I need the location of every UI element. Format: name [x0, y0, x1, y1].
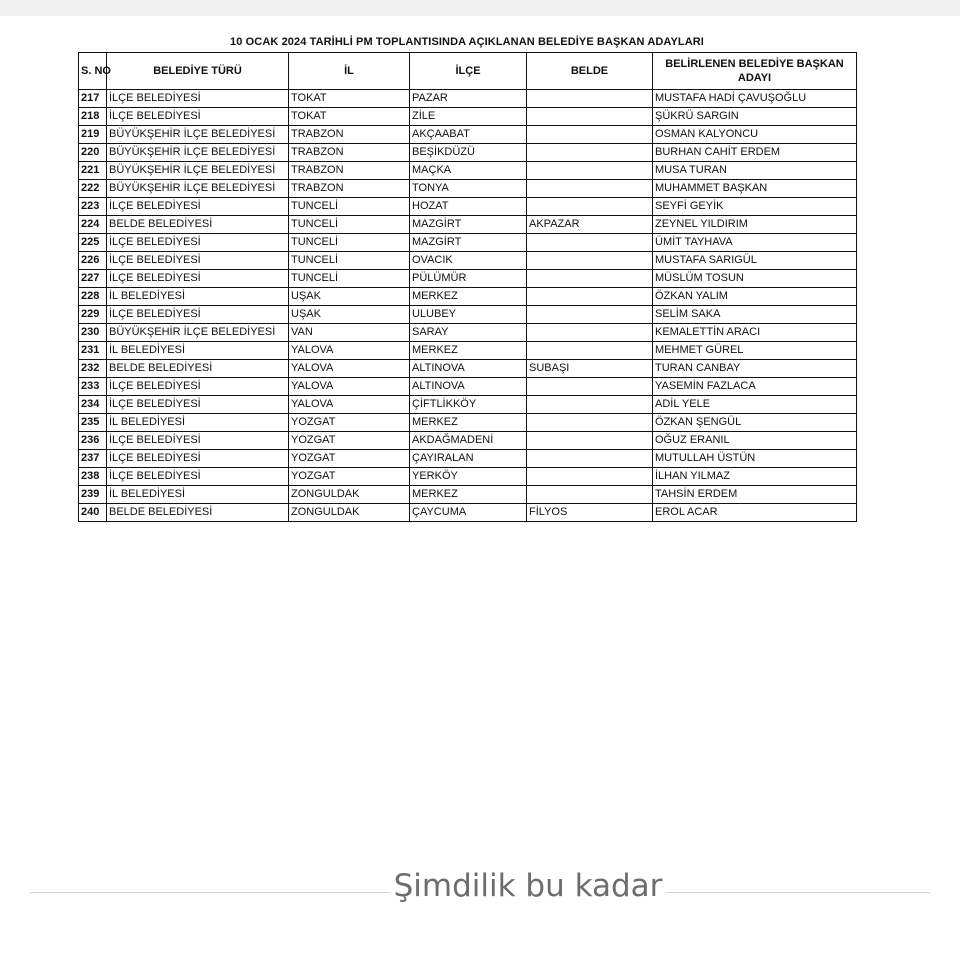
cell-type: BELDE BELEDİYESİ	[107, 504, 289, 522]
cell-ilce: AKÇAABAT	[410, 126, 527, 144]
cell-type: İLÇE BELEDİYESİ	[107, 90, 289, 108]
cell-type: İLÇE BELEDİYESİ	[107, 396, 289, 414]
cell-type: İLÇE BELEDİYESİ	[107, 432, 289, 450]
cell-type: BÜYÜKŞEHİR İLÇE BELEDİYESİ	[107, 180, 289, 198]
cell-candidate: BURHAN CAHİT ERDEM	[653, 144, 857, 162]
cell-il: YOZGAT	[289, 468, 410, 486]
table-row	[79, 270, 857, 288]
cell-ilce: BEŞİKDÜZÜ	[410, 144, 527, 162]
cell-candidate: MUSTAFA HADİ ÇAVUŞOĞLU	[653, 90, 857, 108]
cell-belde	[527, 396, 653, 414]
cell-candidate: ÖZKAN ŞENGÜL	[653, 414, 857, 432]
cell-type: İL BELEDİYESİ	[107, 288, 289, 306]
cell-belde: FİLYOS	[527, 504, 653, 522]
cell-il: YOZGAT	[289, 450, 410, 468]
cell-ilce: YERKÖY	[410, 468, 527, 486]
header-type: BELEDİYE TÜRÜ	[107, 53, 289, 90]
cell-no: 222	[79, 180, 107, 198]
cell-belde: SUBAŞI	[527, 360, 653, 378]
cell-type: BELDE BELEDİYESİ	[107, 216, 289, 234]
table-row	[79, 306, 857, 324]
cell-il: YALOVA	[289, 396, 410, 414]
cell-ilce: PAZAR	[410, 90, 527, 108]
table-body	[79, 90, 857, 522]
cell-no: 218	[79, 108, 107, 126]
cell-belde	[527, 486, 653, 504]
table-row	[79, 180, 857, 198]
cell-ilce: MAZGİRT	[410, 234, 527, 252]
cell-belde	[527, 126, 653, 144]
cell-belde	[527, 180, 653, 198]
cell-type: İL BELEDİYESİ	[107, 486, 289, 504]
top-strip	[0, 0, 960, 16]
cell-no: 228	[79, 288, 107, 306]
table-row	[79, 342, 857, 360]
cell-belde	[527, 162, 653, 180]
cell-il: UŞAK	[289, 306, 410, 324]
cell-candidate: KEMALETTİN ARACI	[653, 324, 857, 342]
cell-belde	[527, 468, 653, 486]
cell-il: TUNCELİ	[289, 270, 410, 288]
cell-belde	[527, 108, 653, 126]
table-row	[79, 432, 857, 450]
cell-candidate: ÜMİT TAYHAVA	[653, 234, 857, 252]
cell-ilce: ÇAYIRALAN	[410, 450, 527, 468]
cell-no: 227	[79, 270, 107, 288]
cell-no: 221	[79, 162, 107, 180]
header-no: S. NO	[79, 53, 107, 90]
table-row	[79, 504, 857, 522]
cell-candidate: ÖZKAN YALIM	[653, 288, 857, 306]
cell-il: YOZGAT	[289, 414, 410, 432]
table-row	[79, 126, 857, 144]
table-row	[79, 288, 857, 306]
candidates-table	[78, 52, 857, 522]
cell-ilce: MERKEZ	[410, 342, 527, 360]
cell-ilce: HOZAT	[410, 198, 527, 216]
cell-type: İLÇE BELEDİYESİ	[107, 450, 289, 468]
cell-il: VAN	[289, 324, 410, 342]
cell-type: İLÇE BELEDİYESİ	[107, 306, 289, 324]
cell-belde	[527, 270, 653, 288]
cell-ilce: ZİLE	[410, 108, 527, 126]
table-row	[79, 360, 857, 378]
cell-il: TRABZON	[289, 126, 410, 144]
cell-il: TUNCELİ	[289, 234, 410, 252]
cell-candidate: MEHMET GÜREL	[653, 342, 857, 360]
cell-candidate: MUSTAFA SARIGÜL	[653, 252, 857, 270]
cell-ilce: ÇİFTLİKKÖY	[410, 396, 527, 414]
cell-ilce: MAÇKA	[410, 162, 527, 180]
cell-no: 217	[79, 90, 107, 108]
cell-type: BÜYÜKŞEHİR İLÇE BELEDİYESİ	[107, 324, 289, 342]
cell-il: TOKAT	[289, 90, 410, 108]
cell-no: 233	[79, 378, 107, 396]
header-il: İL	[289, 53, 410, 90]
cell-il: TUNCELİ	[289, 198, 410, 216]
cell-no: 219	[79, 126, 107, 144]
cell-candidate: ZEYNEL YILDIRIM	[653, 216, 857, 234]
table-row	[79, 414, 857, 432]
cell-il: UŞAK	[289, 288, 410, 306]
cell-type: İLÇE BELEDİYESİ	[107, 198, 289, 216]
table-row	[79, 324, 857, 342]
cell-belde	[527, 378, 653, 396]
caption	[0, 868, 960, 904]
table-row	[79, 216, 857, 234]
table-row	[79, 108, 857, 126]
cell-ilce: TONYA	[410, 180, 527, 198]
cell-ilce: PÜLÜMÜR	[410, 270, 527, 288]
cell-type: İL BELEDİYESİ	[107, 414, 289, 432]
cell-il: ZONGULDAK	[289, 504, 410, 522]
cell-candidate: MUHAMMET BAŞKAN	[653, 180, 857, 198]
cell-il: YALOVA	[289, 360, 410, 378]
cell-type: İLÇE BELEDİYESİ	[107, 468, 289, 486]
cell-no: 224	[79, 216, 107, 234]
cell-belde	[527, 90, 653, 108]
cell-type: BELDE BELEDİYESİ	[107, 360, 289, 378]
header-belde: BELDE	[527, 53, 653, 90]
table-row	[79, 486, 857, 504]
cell-il: TRABZON	[289, 144, 410, 162]
header-candidate: BELİRLENEN BELEDİYE BAŞKAN ADAYI	[653, 53, 857, 90]
cell-ilce: MAZGİRT	[410, 216, 527, 234]
table-row	[79, 252, 857, 270]
cell-candidate: EROL ACAR	[653, 504, 857, 522]
cell-type: İL BELEDİYESİ	[107, 342, 289, 360]
cell-no: 235	[79, 414, 107, 432]
cell-type: İLÇE BELEDİYESİ	[107, 270, 289, 288]
cell-ilce: ALTINOVA	[410, 378, 527, 396]
cell-type: BÜYÜKŞEHİR İLÇE BELEDİYESİ	[107, 144, 289, 162]
table-header-row	[79, 53, 857, 90]
cell-il: YALOVA	[289, 378, 410, 396]
cell-candidate: TAHSİN ERDEM	[653, 486, 857, 504]
table-row	[79, 378, 857, 396]
cell-il: TUNCELİ	[289, 252, 410, 270]
cell-no: 240	[79, 504, 107, 522]
cell-il: TRABZON	[289, 180, 410, 198]
cell-candidate: ADİL YELE	[653, 396, 857, 414]
cell-belde	[527, 432, 653, 450]
cell-belde	[527, 306, 653, 324]
cell-ilce: AKDAĞMADENİ	[410, 432, 527, 450]
cell-no: 220	[79, 144, 107, 162]
cell-belde	[527, 450, 653, 468]
cell-type: İLÇE BELEDİYESİ	[107, 108, 289, 126]
cell-belde	[527, 252, 653, 270]
cell-belde	[527, 234, 653, 252]
cell-no: 223	[79, 198, 107, 216]
cell-no: 230	[79, 324, 107, 342]
cell-belde	[527, 414, 653, 432]
cell-il: TRABZON	[289, 162, 410, 180]
cell-belde	[527, 288, 653, 306]
table-row	[79, 468, 857, 486]
cell-no: 239	[79, 486, 107, 504]
cell-ilce: ÇAYCUMA	[410, 504, 527, 522]
table-row	[79, 234, 857, 252]
cell-candidate: MÜSLÜM TOSUN	[653, 270, 857, 288]
cell-il: YALOVA	[289, 342, 410, 360]
cell-ilce: ULUBEY	[410, 306, 527, 324]
cell-il: YOZGAT	[289, 432, 410, 450]
cell-type: BÜYÜKŞEHİR İLÇE BELEDİYESİ	[107, 162, 289, 180]
header-ilce: İLÇE	[410, 53, 527, 90]
cell-belde: AKPAZAR	[527, 216, 653, 234]
table-row	[79, 144, 857, 162]
cell-candidate: MUTULLAH ÜSTÜN	[653, 450, 857, 468]
cell-ilce: ALTINOVA	[410, 360, 527, 378]
cell-no: 225	[79, 234, 107, 252]
cell-candidate: SEYFİ GEYİK	[653, 198, 857, 216]
cell-ilce: MERKEZ	[410, 486, 527, 504]
cell-no: 229	[79, 306, 107, 324]
cell-type: İLÇE BELEDİYESİ	[107, 378, 289, 396]
cell-candidate: MUSA TURAN	[653, 162, 857, 180]
cell-no: 232	[79, 360, 107, 378]
cell-no: 234	[79, 396, 107, 414]
table-row	[79, 396, 857, 414]
cell-belde	[527, 144, 653, 162]
table-row	[79, 90, 857, 108]
cell-ilce: SARAY	[410, 324, 527, 342]
cell-candidate: SELİM SAKA	[653, 306, 857, 324]
cell-candidate: ŞÜKRÜ SARGIN	[653, 108, 857, 126]
cell-candidate: YASEMİN FAZLACA	[653, 378, 857, 396]
cell-candidate: İLHAN YILMAZ	[653, 468, 857, 486]
cell-no: 236	[79, 432, 107, 450]
cell-ilce: MERKEZ	[410, 414, 527, 432]
cell-type: İLÇE BELEDİYESİ	[107, 252, 289, 270]
caption-text: Şimdilik bu kadar	[390, 868, 667, 904]
cell-belde	[527, 342, 653, 360]
cell-type: İLÇE BELEDİYESİ	[107, 234, 289, 252]
cell-candidate: TURAN CANBAY	[653, 360, 857, 378]
cell-no: 231	[79, 342, 107, 360]
table-row	[79, 198, 857, 216]
document-title: 10 OCAK 2024 TARİHLİ PM TOPLANTISINDA AÇIKLANAN BELEDİYE BAŞKAN ADAYLARI	[230, 36, 704, 48]
table-row	[79, 162, 857, 180]
cell-no: 238	[79, 468, 107, 486]
cell-no: 226	[79, 252, 107, 270]
cell-il: TOKAT	[289, 108, 410, 126]
cell-no: 237	[79, 450, 107, 468]
cell-candidate: OĞUZ ERANIL	[653, 432, 857, 450]
cell-ilce: MERKEZ	[410, 288, 527, 306]
table-row	[79, 450, 857, 468]
cell-il: TUNCELİ	[289, 216, 410, 234]
cell-belde	[527, 324, 653, 342]
cell-type: BÜYÜKŞEHİR İLÇE BELEDİYESİ	[107, 126, 289, 144]
cell-il: ZONGULDAK	[289, 486, 410, 504]
cell-candidate: OSMAN KALYONCU	[653, 126, 857, 144]
cell-belde	[527, 198, 653, 216]
cell-ilce: OVACIK	[410, 252, 527, 270]
